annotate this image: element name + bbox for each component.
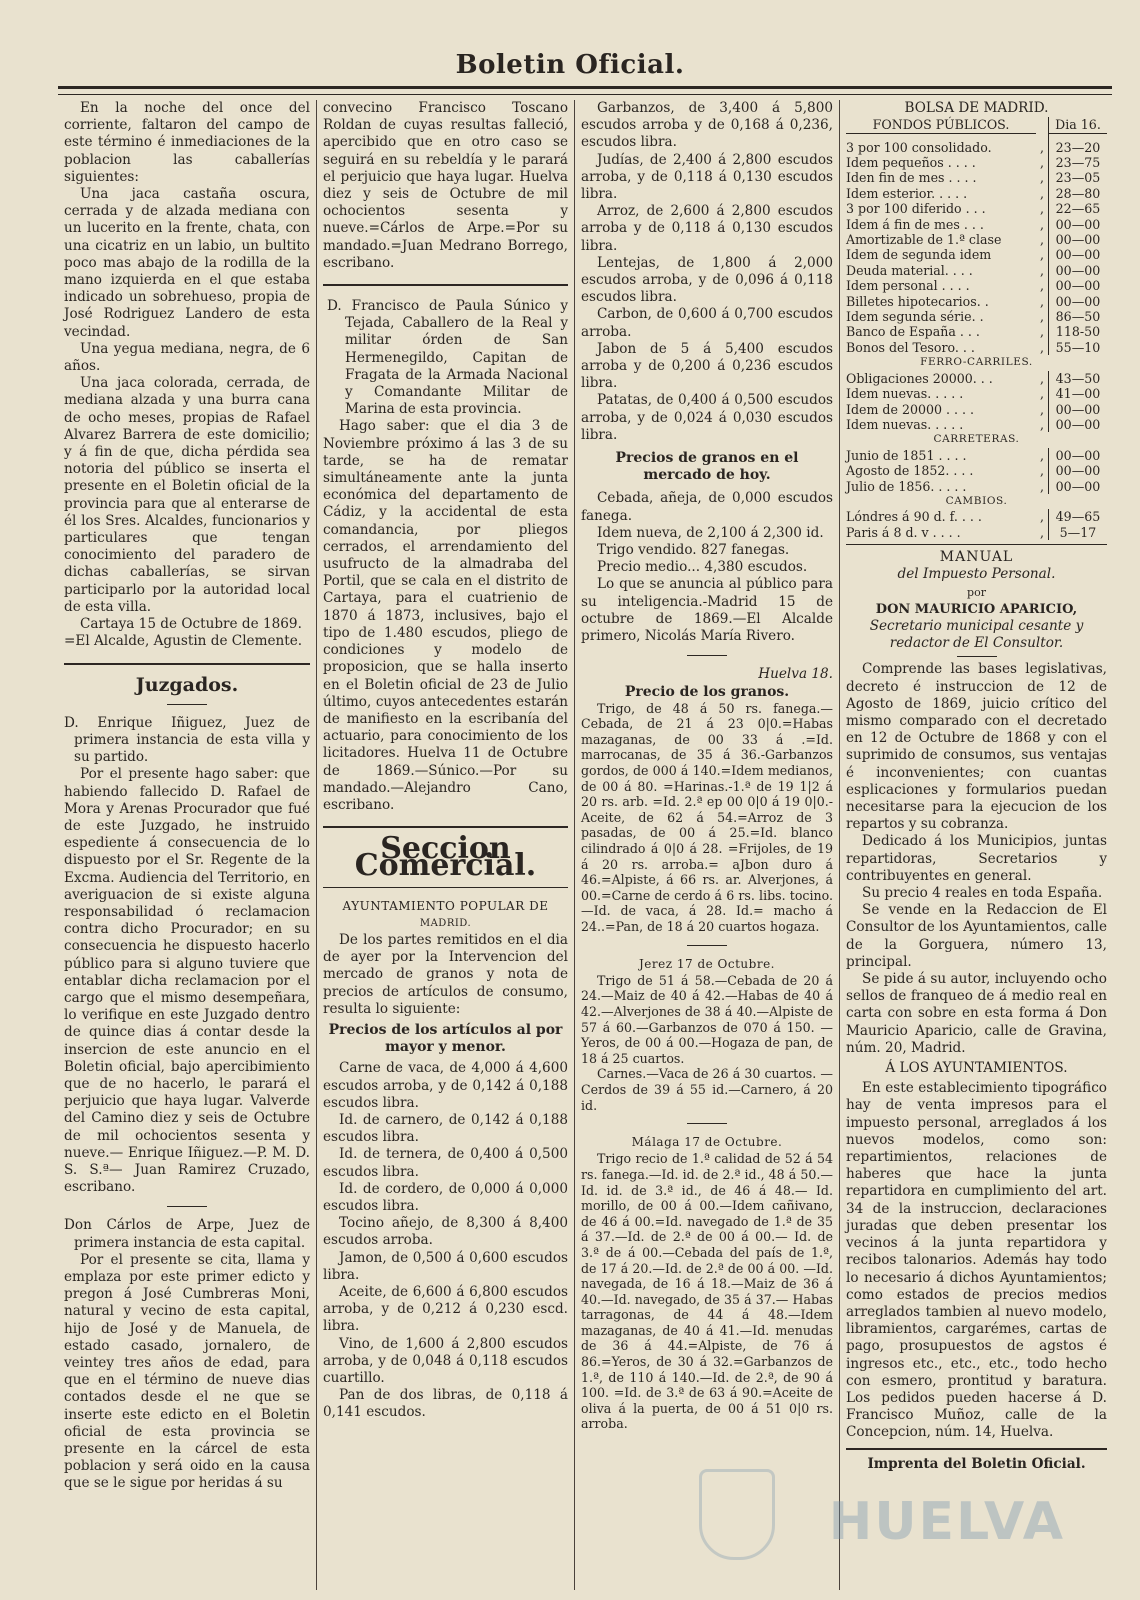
malaga-prices: Trigo recio de 1.ª calidad de 52 á 54 rs. fanega.—Id. id. de 2.ª id., 48 á 50.—Id. id. de 3.ª id., de 46 á 48.— Id. morillo, de 00 á 00.—Idem cañivano, de 46 á 00.=Id. navegado de 1.ª de 35 á 37.—Id. de 2.ª de 00 á 00.— Id. de 3.ª de á 00.—Cebada del país de 1.ª, de 17 á 20.—Id. de 2.ª de 00 á 00. —Id. navegada, de 16 á 18.—Maiz de 36 á 40.—Id. navegado, de 35 á 37.— Habas tarragonas, de 44 á 48.—Idem mazaganas, de 40 á 41.—Id. menudas de 36 á 44.=Alpiste, de 76 á 86.=Yeros, de 30 á 32.=Garbanzos de 1.ª, de 110 á 140.—Id. de 2.ª, de 90 á 100. =Id. de 3.ª de 63 á 90.=Aceite de oliva á la puerta, de 00 á 51 0|0 rs. arroba. [581, 1151, 833, 1432]
section-title-comercial: Seccion Comercial. [354, 831, 537, 884]
stock-separator: , [1039, 386, 1044, 402]
stock-separator: , [1039, 509, 1044, 525]
stock-row [846, 402, 1107, 417]
stock-label: Billetes hipotecarios. . [846, 293, 989, 309]
column-1 [58, 100, 316, 1590]
stock-value: 00—00 [1049, 448, 1108, 463]
stock-value: 49—65 [1049, 509, 1108, 524]
stock-row [846, 278, 1107, 293]
stock-table [846, 117, 1107, 540]
fondos-heading: FONDOS PÚBLICOS. [846, 117, 1036, 133]
jerez-prices: Trigo de 51 á 58.—Cebada de 20 á 24.—Maiz de 40 á 42.—Habas de 40 á 42.—Alverjones de 38 á 40.—Alpiste de 57 á 60.—Garbanzos de 070 á 150. —Yeros, de 00 á 00.—Hogaza de pan, de 18 á 25 cuartos. [581, 972, 833, 1066]
price-item: Id. de carnero, de 0,142 á 0,188 escudos libra. [323, 1111, 568, 1146]
stock-row [846, 232, 1107, 247]
huelva-dateline: Huelva 18. [758, 666, 833, 683]
stock-row [846, 463, 1107, 478]
stock-row [846, 201, 1107, 216]
jerez-meat-prices: Carnes.—Vaca de 26 á 30 cuartos. —Cerdos de 39 á 55 id.—Carnero, á 20 id. [581, 1066, 833, 1113]
grain-prices-heading: Precios de granos en el mercado de hoy. [615, 450, 799, 484]
edict-body: Por el presente hago saber: que habiendo fallecido D. Rafael de Mora y Arenas Procurador que fué de este Juzgado, he instruido espediente á consecuencia de lo dispuesto por el Sr. Regente de la Excma. Audiencia del Territorio, en averiguacion de si existe alguna responsabilidad ó reclamacion contra dicho Procurador; en su consecuencia he dispuesto hacerlo público para si alguno tuviere que entablar dicha reclamacion por el cargo que el mismo desempeñara, lo verifique en este Juzgado dentro de quince dias á contar desde la insercion de este anuncio en el Boletin oficial, bajo apercibimiento que de no hacerlo, le parará el perjuicio que haya lugar. Valverde del Camino diez y seis de Octubre de mil ochocientos sesenta y nueve.— Enrique Iñiguez.—P. M. D. S. S.ª— Juan Ramirez Cruzado, escribano. [64, 766, 310, 1196]
price-item: Judías, de 2,400 á 2,800 escudos arroba, y de 0,118 á 0,130 escudos libra. [581, 151, 833, 203]
notice-signature: =El Alcalde, Agustin de Clemente. [64, 633, 303, 650]
stock-separator: , [1039, 463, 1044, 479]
stock-label: Paris á 8 d. v . . . . [846, 524, 961, 540]
price-item: Jamon, de 0,500 á 0,600 escudos libra. [323, 1249, 568, 1283]
stock-label: Deuda material. . . . [846, 262, 973, 278]
stock-label: 3 por 100 diferido . . . [846, 201, 986, 217]
stock-label: Idem nuevas. . . . . [846, 386, 964, 402]
stock-label: Lóndres á 90 d. f. . . . [846, 509, 982, 525]
stock-row [846, 155, 1107, 170]
stock-row [846, 186, 1107, 201]
stock-row [846, 509, 1107, 524]
manual-paragraph: Comprende las bases legislativas, decreto é instruccion de 12 de Agosto de 1869, juicio crítico del mismo comparado con el decretado en 12 de Octubre de 1868 y con el suprimido de consumos, sus ventajas é inconvenientes; con cuantas esplicaciones y formularios puedan necesitarse para la ejecucion de los repartos y su cobranza. [846, 661, 1107, 833]
stock-separator: , [1039, 339, 1044, 355]
stock-label: 3 por 100 consolidado. [846, 139, 992, 155]
bolsa-heading: BOLSA DE MADRID. [904, 100, 1049, 116]
stock-separator: , [1039, 232, 1044, 248]
stock-separator: , [1039, 170, 1044, 186]
stock-label: Idem á fin de mes . . . [846, 216, 984, 232]
manual-paragraph: Se vende en la Redaccion de El Consultor de los Ayuntamientos, calle de la Gorguera, número 13, principal. [846, 902, 1107, 970]
stock-label: Banco de España . . . [846, 324, 980, 340]
stock-category-label: CAMBIOS. [945, 494, 1008, 507]
stock-separator: , [1039, 278, 1044, 294]
stock-row [846, 263, 1107, 278]
stock-separator: , [1039, 139, 1044, 155]
stock-value: 28—80 [1049, 186, 1108, 201]
edict-heading: D. Enrique Iñiguez, Juez de primera instancia de esta villa y su partido. [64, 714, 310, 766]
stock-value: 55—10 [1049, 340, 1108, 355]
stock-value: 00—00 [1049, 278, 1108, 293]
huelva-heading: Precio de los granos. [624, 683, 790, 700]
notice-paragraph: Una yegua mediana, negra, de 6 años. [64, 340, 310, 375]
manual-paragraph: Se pide á su autor, incluyendo ocho sellos de franqueo de á medio real en carta con sobre en esta forma á Don Mauricio Aparicio, calle de Gravina, núm. 20, Madrid. [846, 971, 1107, 1056]
edict-body: Hago saber: que el dia 3 de Noviembre próximo á las 3 de su tarde, se ha de rematar simultáneamente ante la junta económica del departamento de Cádiz, y la accidental de esta comandancia, por pliegos cerrados, el arrendamiento del usufructo de la almadraba del Portil, que se cala en el distrito de Cartaya, para el cuatrienio de 1870 á 1873, inclusives, bajo el tipo de 1.480 escudos, pliego de condiciones y modelo de proposicion, que se halla inserto en el Boletin oficial de 23 de Julio último, cuyos antecedentes estarán de manifiesto en la escribanía del actuario, para conocimiento de los licitadores. Huelva 11 de Octubre de 1869.—Súnico.—Por su mandado.—Alejandro Cano, escribano. [323, 418, 568, 813]
stock-category [846, 432, 1107, 447]
stock-separator: , [1039, 216, 1044, 232]
stock-value: 86—50 [1049, 309, 1108, 324]
price-item: Tocino añejo, de 8,300 á 8,400 escudos arroba. [323, 1215, 568, 1249]
archive-seal-icon [699, 1469, 775, 1560]
stock-value: 00—00 [1049, 463, 1108, 478]
stock-separator: , [1039, 262, 1044, 278]
stock-separator: , [1039, 201, 1044, 217]
price-item: Id. de cordero, de 0,000 á 0,000 escudos libra. [323, 1180, 568, 1214]
stock-separator: , [1039, 401, 1044, 417]
price-item: Cebada, añeja, de 0,000 escudos fanega. [581, 490, 833, 524]
stock-label: Idem esterior. . . . . [846, 185, 968, 201]
section-rule [323, 284, 568, 286]
stock-row [846, 309, 1107, 324]
price-item: Carbon, de 0,600 á 0,700 escudos arroba. [581, 306, 833, 340]
stock-row [846, 324, 1107, 339]
stock-value: 00—00 [1049, 247, 1108, 262]
author-name: DON MAURICIO APARICIO, [875, 601, 1078, 617]
price-item: Jabon de 5 á 5,400 escudos arroba y de 0,200 á 0,236 escudos libra. [581, 340, 833, 392]
stock-label: Agosto de 1852. . . . [846, 463, 974, 479]
stock-category-label: FERRO-CARRILES. [920, 356, 1033, 369]
stock-separator: , [1039, 324, 1044, 340]
stock-value: 23—20 [1049, 140, 1108, 155]
ayuntamiento-heading: AYUNTAMIENTO POPULAR DE [342, 898, 549, 913]
stock-value: 00—00 [1049, 263, 1108, 278]
price-item: Trigo vendido. 827 fanegas. [597, 542, 790, 559]
stock-label: Amortizable de 1.ª clase [846, 232, 1002, 248]
stock-label: Idem nuevas. . . . . [846, 416, 964, 432]
stock-separator: , [1039, 524, 1044, 540]
stock-label: Idem segunda série. . [846, 309, 984, 325]
price-list [581, 100, 833, 444]
stock-label: Bonos del Tesoro. . . [846, 339, 975, 355]
price-item: Carne de vaca, de 4,000 á 4,600 escudos arroba, y de 0,142 á 0,188 escudos libra. [323, 1060, 568, 1111]
stock-row [846, 525, 1107, 540]
manual-subtitle: del Impuesto Personal. [897, 566, 1056, 583]
stock-separator: , [1039, 416, 1044, 432]
notice-paragraph: Una jaca colorada, cerrada, de mediana alzada y una burra cana de ocho meses, propias de Rafael Alvarez Barrera de este domicilio; y á fin de que, dicha pérdida sea notoria del público se inserta el presente en el Boletin oficial de la provincia para que al enterarse de él los Sres. Alcaldes, funcionarios y particulares que tengan conocimiento del paradero de dichas caballerías, se sirvan participarlo por la autoridad local de esta villa. [64, 375, 310, 615]
stock-separator: , [1039, 370, 1044, 386]
stock-separator: , [1039, 447, 1044, 463]
dia-heading: Dia 16. [1049, 117, 1108, 133]
stock-label: Obligaciones 20000. . . [846, 370, 993, 386]
stock-value: 00—00 [1049, 217, 1108, 232]
short-rule [167, 704, 207, 705]
archive-watermark: HUELVA [828, 1492, 1065, 1552]
price-item: Lentejas, de 1,800 á 2,000 escudos arroba, y de 0,096 á 0,118 escudos libra. [581, 254, 833, 306]
price-item: Vino, de 1,600 á 2,800 escudos arroba, y de 0,048 á 0,118 escudos cuartillo. [323, 1335, 568, 1387]
stock-value: 22—65 [1049, 201, 1108, 216]
stock-value: 00—00 [1049, 232, 1108, 247]
grain-list [581, 490, 833, 576]
price-item: Id. de ternera, de 0,400 á 0,500 escudos libra. [323, 1146, 568, 1180]
stock-row [846, 448, 1107, 463]
stock-value: 00—00 [1049, 402, 1108, 417]
short-rule [687, 1123, 727, 1124]
columns [58, 100, 1113, 1590]
price-item: Idem nueva, de 2,100 á 2,300 id. [597, 524, 824, 541]
section-title-juzgados: Juzgados. [135, 673, 239, 696]
ayuntamientos-paragraph: En este establecimiento tipográfico hay de venta impresos para el impuesto personal, arreglados á los nuevos modelos, como son: repartimientos, relaciones de haberes que hace la junta repartidora en cumplimiento del art. 34 de la instruccion, declaraciones juradas que deben presentar los vecinos á la junta repartidora y recibos talonarios. Además hay todo lo necesario á dichos Ayuntamientos; como estados de precios medios arreglados tambien al nuevo modelo, libramientos, cargarémes, cartas de pago, prosupuestos de agstos é ingresos etc., etc., etc., todo hecho con esmero, prontitud y baratura. Los pedidos pueden hacerse á D. Francisco Muñoz, calle de la Concepcion, núm. 14, Huelva. [846, 1080, 1107, 1441]
section-rule [323, 826, 568, 828]
edict-body: Por el presente se cita, llama y emplaza por este primer edicto y pregon á José Cumbreras Moni, natural y vecino de esta capital, hijo de José y de Manuela, de estado casado, jornalero, de veintey tres años de edad, para que en el término de nueve dias contados desde el ne que se inserte este edicto en el Boletin oficial de esta provincia se presente en la cárcel de esta poblacion y será oido en la causa que se le sigue por heridas á su [64, 1251, 310, 1492]
edict-heading: Don Cárlos de Arpe, Juez de primera instancia de esta capital. [64, 1217, 310, 1251]
stock-category [846, 494, 1107, 509]
short-rule [167, 1206, 207, 1207]
stock-row [846, 170, 1107, 185]
stock-row [846, 294, 1107, 309]
prices-heading: Precios de los artículos al por mayor y menor. [328, 1021, 563, 1056]
notice-paragraph: Una jaca castaña oscura, cerrada y de alzada mediana con un lucerito en la frente, chata, con una cicatriz en un labio, un bultito poco mas abajo de la rodilla de la mano izquierda en el que estaba indicado un sobrehueso, propia de José Rodriguez Landero de esta vecindad. [64, 186, 310, 340]
stock-label: Idem de segunda idem [846, 247, 992, 263]
section-rule [846, 1448, 1107, 1450]
ayuntamientos-heading: Á LOS AYUNTAMIENTOS. [885, 1060, 1068, 1077]
stock-separator: , [1039, 185, 1044, 201]
stock-category-label: CARRETERAS. [933, 433, 1020, 446]
stock-row [846, 479, 1107, 494]
stock-row [846, 386, 1107, 401]
masthead: Boletin Oficial. [455, 50, 685, 80]
stock-separator: , [1039, 478, 1044, 494]
stock-row [846, 140, 1107, 155]
author-title: Secretario municipal cesante y redactor de El Consultor. [869, 617, 1084, 652]
stock-separator: , [1039, 293, 1044, 309]
stock-label: Julio de 1856. . . . . [846, 478, 967, 494]
manual-paragraph: Su precio 4 reales en toda España. [862, 885, 1103, 902]
stock-label: Idem personal . . . . [846, 278, 970, 294]
stock-row [846, 417, 1107, 432]
stock-label: Iden fin de mes . . . . [846, 170, 977, 186]
manual-title: MANUAL [939, 549, 1014, 566]
notice-paragraph: En la noche del once del corriente, faltaron del campo de este término é inmediaciones de la poblacion las caballerías siguientes: [64, 100, 310, 185]
short-rule [957, 656, 997, 657]
price-list [323, 1060, 568, 1421]
edict-heading: D. Francisco de Paula Súnico y Tejada, Caballero de la Real y militar órden de San Hermenegildo, Capitan de Fragata de la Armada Nacional y Comandante Militar de Marina de esta provincia. [327, 298, 568, 418]
price-item: Garbanzos, de 3,400 á 5,800 escudos arroba y de 0,168 á 0,236, escudos libra. [581, 100, 833, 151]
stock-value: 00—00 [1049, 479, 1108, 494]
stock-value: 00—00 [1049, 417, 1108, 432]
section-rule [323, 887, 568, 888]
stock-category [846, 355, 1107, 370]
price-item: Patatas, de 0,400 á 0,500 escudos arroba, y de 0,024 á 0,030 escudos libra. [581, 392, 833, 443]
stock-separator: , [1039, 155, 1044, 171]
stock-value: 118-50 [1049, 324, 1108, 339]
stock-value: 23—75 [1049, 155, 1108, 170]
edict-body: convecino Francisco Toscano Roldan de cuyas resultas falleció, apercibido que en otro caso se seguirá en su rebeldía y le parará el perjuicio que haya lugar. Huelva diez y seis de Octubre de mil ochocientos sesenta y nueve.=Cárlos de Arpe.=Por su mandado.=Juan Medrano Borrego, escribano. [323, 100, 568, 271]
stock-value: 41—00 [1049, 386, 1108, 401]
stock-row [846, 217, 1107, 232]
stock-table-header [846, 117, 1107, 133]
stock-value: 00—00 [1049, 294, 1108, 309]
stock-row [846, 371, 1107, 386]
column-3 [574, 100, 839, 1590]
stock-row [846, 247, 1107, 262]
imprenta-line: Imprenta del Boletin Oficial. [867, 1455, 1086, 1472]
stock-value: 23—05 [1049, 170, 1108, 185]
stock-separator: , [1039, 247, 1044, 263]
stock-label: Idem pequeños . . . . [846, 155, 976, 171]
column-2 [316, 100, 574, 1590]
madrid-heading: MADRID. [419, 917, 472, 929]
section-rule [64, 663, 310, 665]
stock-separator: , [1039, 309, 1044, 325]
market-intro: De los partes remitidos en el dia de ayer por la Intervencion del mercado de granos y nota de precios de artículos de consumo, resulta lo siguiente: [323, 931, 568, 1017]
notice-date: Cartaya 15 de Octubre de 1869. [80, 616, 302, 633]
column-4 [839, 100, 1113, 1590]
stock-row [846, 340, 1107, 355]
manual-paragraph: Dedicado á los Municipios, juntas repartidoras, Secretarios y contribuyentes en general. [846, 833, 1107, 884]
market-notice: Lo que se anuncia al público para su inteligencia.-Madrid 15 de octubre de 1869.—El Alcalde primero, Nicolás María Rivero. [581, 576, 833, 645]
price-item: Pan de dos libras, de 0,118 á 0,141 escudos. [323, 1387, 568, 1421]
stock-label: Junio de 1851 . . . . [846, 447, 967, 463]
por-label: por [967, 585, 986, 599]
section-rule [846, 544, 1107, 545]
short-rule [687, 655, 727, 656]
stock-label: Idem de 20000 . . . . [846, 401, 975, 417]
short-rule [687, 945, 727, 946]
price-item: Precio medio... 4,380 escudos. [597, 559, 808, 576]
stock-value: 43—50 [1049, 371, 1108, 386]
masthead-rule [58, 86, 1112, 95]
price-item: Aceite, de 6,600 á 6,800 escudos arroba, y de 0,212 á 0,230 escd. libra. [323, 1284, 568, 1335]
jerez-heading: Jerez 17 de Octubre. [638, 956, 775, 971]
malaga-heading: Málaga 17 de Octubre. [631, 1135, 783, 1150]
huelva-prices: Trigo, de 48 á 50 rs. fanega.—Cebada, de 21 á 23 0|0.=Habas mazaganas, de 00 33 á .=Id. marrocanas, de 35 á 36.-Garbanzos gordos, de 000 á 140.=Idem medianos, de 00 á 80. =Harinas.-1.ª de 19 1|2 á 20 rs. arb. =Id. 2.ª ep 00 0|0 á 19 0|0.-Aceite, de 62 á 54.=Arroz de 3 pasadas, de 00 á 25.=Id. blanco cilindrado á 0|0 á 28. =Frijoles, de 19 á 20 rs. arroba.= aJbon duro á 46.=Alpiste, á 66 rs. ar. Alverjones, á 00.=Carne de cerdo á 6 rs. libs. tocino.—Id. de vaca, á 28. Id.= macho á 24..=Pan, de 18 á 20 cuartos hogaza. [581, 700, 833, 935]
price-item: Arroz, de 2,600 á 2,800 escudos arroba y de 0,118 á 0,130 escudos libra. [581, 203, 833, 254]
stock-value: 5—17 [1049, 525, 1108, 540]
